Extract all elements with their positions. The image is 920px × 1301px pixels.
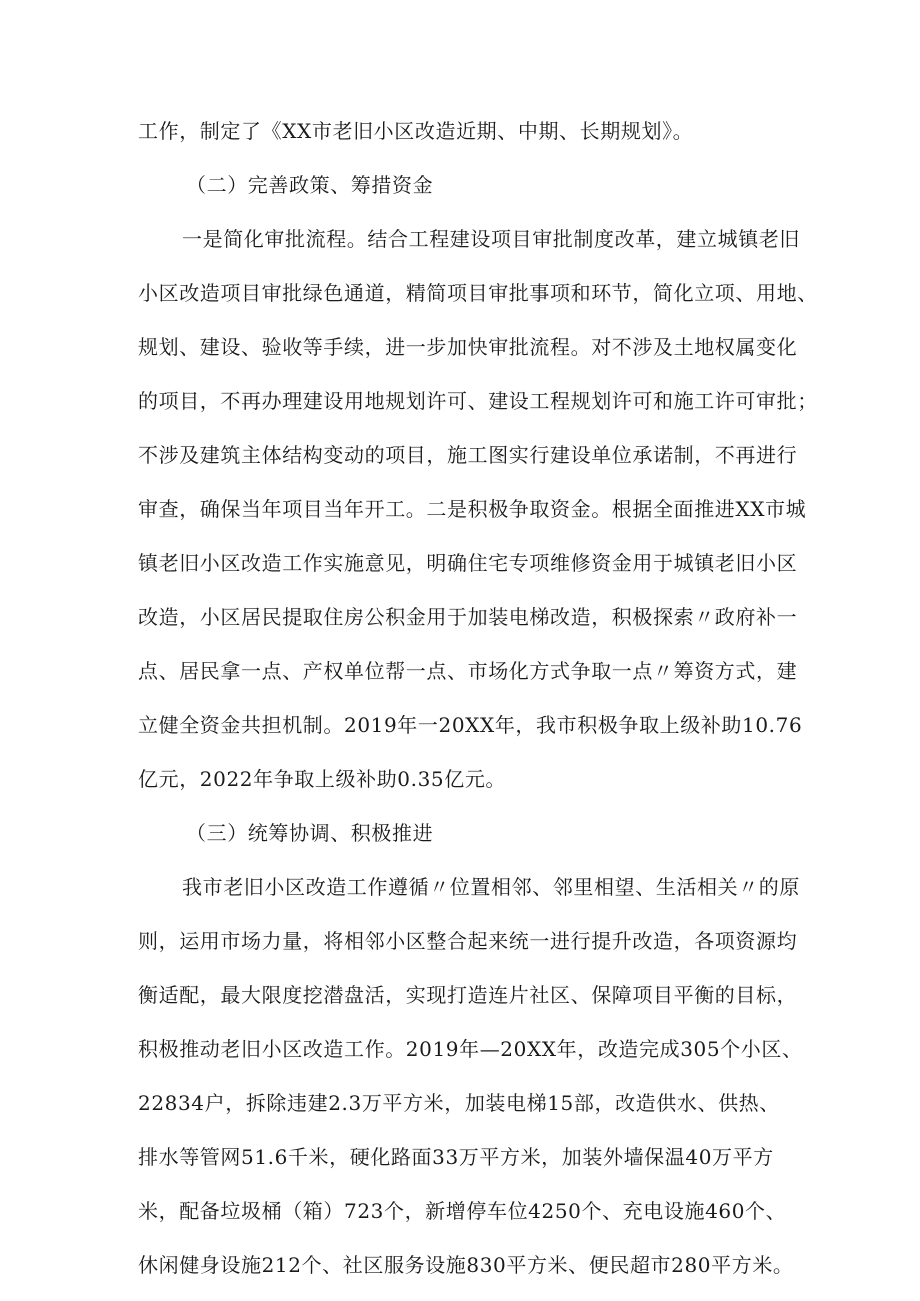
text-line: 工作，制定了《XX市老旧小区改造近期、中期、长期规划》。 — [138, 119, 694, 143]
section-heading: （二）完善政策、筹措资金 — [186, 173, 434, 197]
text-line: 22834户，拆除违建2.3万平方米，加装电梯15部，改造供水、供热、 — [138, 1091, 780, 1115]
text-line: 立健全资金共担机制。2019年一20XX年，我市积极争取上级补助10.76 — [138, 713, 803, 737]
text-line: 改造，小区居民提取住房公积金用于加装电梯改造，积极探索〃政府补一 — [138, 605, 798, 629]
text-line: 的项目，不再办理建设用地规划许可、建设工程规划许可和施工许可审批； — [138, 389, 818, 413]
text-line: 休闲健身设施212个、社区服务设施830平方米、便民超市280平方米。 — [138, 1253, 794, 1277]
text-line: 积极推动老旧小区改造工作。2019年—20XX年，改造完成305个小区、 — [138, 1037, 803, 1061]
section-heading: （三）统筹协调、积极推进 — [186, 821, 434, 845]
text-line: 小区改造项目审批绿色通道，精简项目审批事项和环节，简化立项、用地、 — [138, 281, 818, 305]
text-line: 审查，确保当年项目当年开工。二是积极争取资金。根据全面推进XX市城 — [138, 497, 807, 521]
text-line: 镇老旧小区改造工作实施意见，明确住宅专项维修资金用于城镇老旧小区 — [138, 551, 798, 575]
text-line: 米，配备垃圾桶（箱）723个，新增停车位4250个、充电设施460个、 — [138, 1199, 787, 1223]
text-line: 则，运用市场力量，将相邻小区整合起来统一进行提升改造，各项资源均 — [138, 929, 798, 953]
text-line: 点、居民拿一点、产权单位帮一点、市场化方式争取一点〃筹资方式，建 — [138, 659, 798, 683]
text-line: 一是简化审批流程。结合工程建设项目审批制度改革，建立城镇老旧 — [182, 227, 800, 251]
text-line: 排水等管网51.6千米，硬化路面33万平方米，加装外墙保温40万平方 — [138, 1145, 774, 1169]
text-line: 不涉及建筑主体结构变动的项目，施工图实行建设单位承诺制，不再进行 — [138, 443, 798, 467]
text-line: 亿元，2022年争取上级补助0.35亿元。 — [138, 767, 507, 791]
text-line: 衡适配，最大限度挖潜盘活，实现打造连片社区、保障项目平衡的目标， — [138, 983, 798, 1007]
text-line: 规划、建设、验收等手续，进一步加快审批流程。对不涉及土地权属变化 — [138, 335, 798, 359]
text-line: 我市老旧小区改造工作遵循〃位置相邻、邻里相望、生活相关〃的原 — [182, 875, 800, 899]
